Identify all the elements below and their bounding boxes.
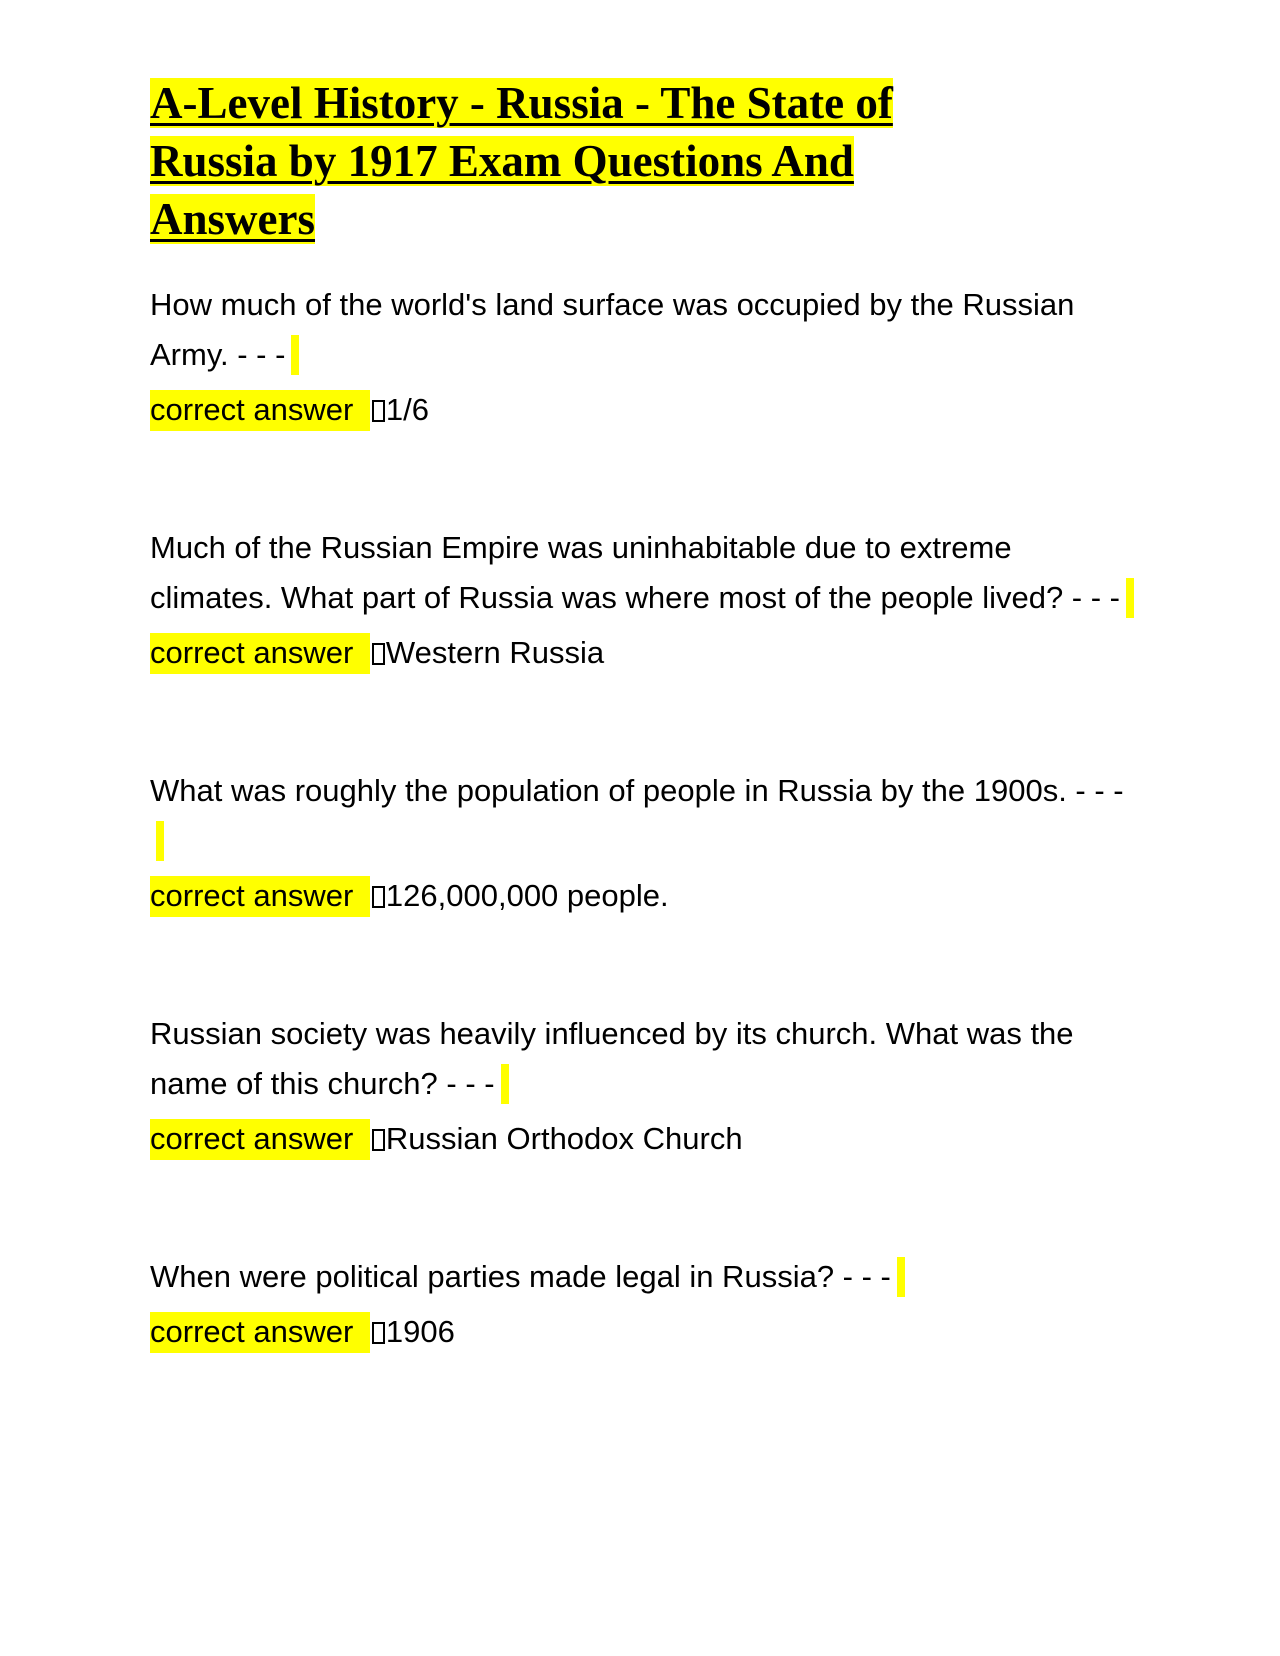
box-icon — [372, 1322, 385, 1344]
highlight-marker — [156, 821, 164, 861]
qa-item — [150, 766, 1135, 921]
spacer — [150, 678, 1135, 766]
qa-item — [150, 1009, 1135, 1164]
spacer — [150, 1164, 1135, 1252]
answer-text: 126,000,000 people. — [385, 878, 669, 913]
answer-text: 1/6 — [385, 392, 430, 427]
question-text-content: Russian society was heavily influenced by its church. What was the name of this church? - - - — [150, 1016, 1074, 1101]
document-title-text: A-Level History - Russia - The State of Russia by 1917 Exam Questions And Answers — [150, 78, 893, 244]
qa-item — [150, 1252, 1135, 1357]
spacer — [150, 435, 1135, 523]
qa-item — [150, 280, 1135, 435]
question-text-content: What was roughly the population of people in Russia by the 1900s. - - - — [150, 773, 1124, 808]
correct-answer-label: correct answer — [150, 876, 370, 917]
box-icon — [372, 1129, 385, 1151]
spacer — [150, 921, 1135, 1009]
document-title — [150, 74, 980, 248]
qa-list — [150, 280, 1135, 1357]
box-icon — [372, 643, 385, 665]
document-content — [150, 74, 1135, 1357]
question-text — [150, 1252, 1135, 1302]
answer-line — [150, 871, 1135, 921]
box-icon — [372, 886, 385, 908]
answer-line — [150, 385, 1135, 435]
answer-line — [150, 628, 1135, 678]
highlight-marker — [897, 1257, 905, 1297]
correct-answer-label: correct answer — [150, 633, 370, 674]
question-text-content: When were political parties made legal in Russia? - - - — [150, 1259, 891, 1294]
highlight-marker — [1126, 578, 1134, 618]
correct-answer-label: correct answer — [150, 390, 370, 431]
answer-line — [150, 1307, 1135, 1357]
correct-answer-label: correct answer — [150, 1312, 370, 1353]
correct-answer-label: correct answer — [150, 1119, 370, 1160]
answer-text: Russian Orthodox Church — [385, 1121, 743, 1156]
question-text — [150, 280, 1135, 380]
question-text — [150, 523, 1135, 623]
question-text-content: How much of the world's land surface was occupied by the Russian Army. - - - — [150, 287, 1075, 372]
question-text — [150, 766, 1135, 866]
question-text — [150, 1009, 1135, 1109]
question-text-content: Much of the Russian Empire was uninhabitable due to extreme climates. What part of Russia was where most of the people lived? - - - — [150, 530, 1121, 615]
qa-item — [150, 523, 1135, 678]
answer-line — [150, 1114, 1135, 1164]
answer-text: 1906 — [385, 1314, 455, 1349]
highlight-marker — [291, 335, 299, 375]
box-icon — [372, 400, 385, 422]
highlight-marker — [501, 1064, 509, 1104]
answer-text: Western Russia — [385, 635, 605, 670]
